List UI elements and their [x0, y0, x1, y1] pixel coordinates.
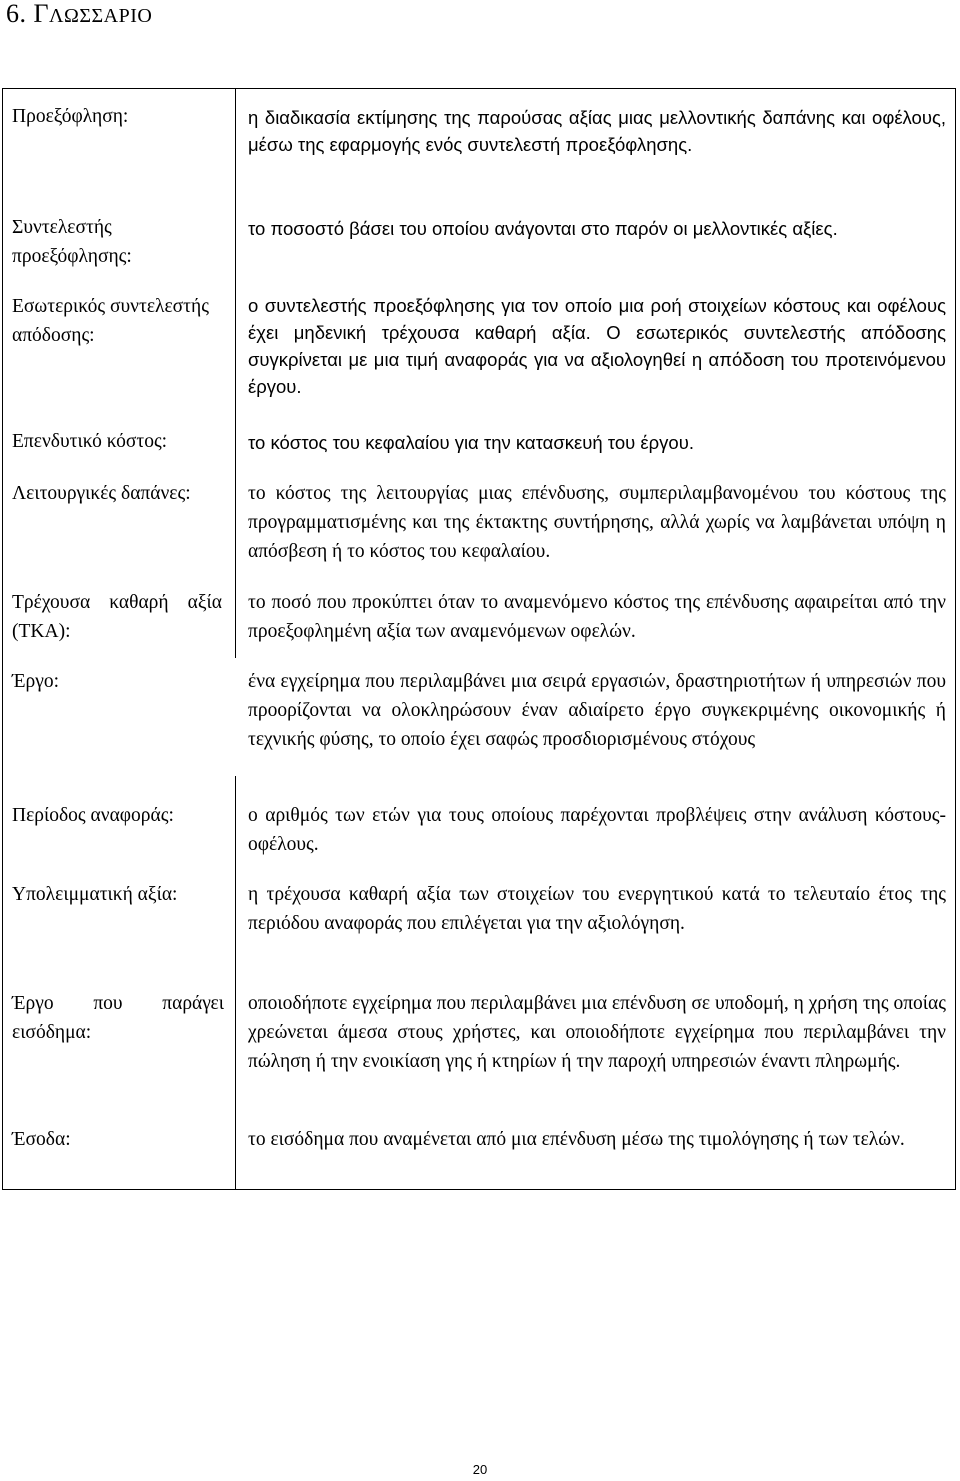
glossary-definition: η τρέχουσα καθαρή αξία των στοιχείων του ενεργητικού κατά το τελευταίο έτος της περιόδου αναφοράς που επιλέγεται για την αξιολόγηση.	[248, 884, 946, 934]
glossary-term: Επενδυτικό κόστος:	[12, 431, 168, 452]
glossary-definition: ο αριθμός των ετών για τους οποίους παρέχονται προβλέψεις στην ανάλυση κόστους-οφέλους.	[248, 805, 946, 855]
page-number: 20	[472, 1462, 488, 1477]
glossary-term: Έργο:	[12, 671, 60, 692]
glossary-term: Λειτουργικές δαπάνες:	[12, 483, 191, 504]
glossary-term: Εσωτερικός συντελεστής απόδοσης:	[12, 296, 209, 346]
glossary-definition: η διαδικασία εκτίμησης της παρούσας αξίας μιας μελλοντικής δαπάνης και οφέλους, μέσω της εφαρμογής ενός συντελεστή προεξόφλησης.	[248, 107, 946, 155]
section-title-initial: Γ	[33, 0, 50, 28]
glossary-term: Προεξόφληση:	[12, 106, 129, 127]
glossary-definition: το εισόδημα που αναμένεται από μια επένδυση μέσω της τιμολόγησης ή των τελών.	[248, 1129, 905, 1150]
glossary-definition: το ποσό που προκύπτει όταν το αναμενόμενο κόστος της επένδυσης αφαιρείται από την προεξοφλημένη αξία των αναμενόμενων οφελών.	[248, 592, 946, 642]
glossary-definition: το κόστος της λειτουργίας μιας επένδυσης, συμπεριλαμβανομένου του κόστους της προγραμματισμένης και της έκτακτης συντήρησης, αλλά χωρίς να λαμβάνεται υπόψη η απόσβεση ή το κόστος του κεφαλαίου.	[248, 483, 946, 562]
glossary-definition: ο συντελεστής προεξόφλησης για τον οποίο μια ροή στοιχείων κόστους και οφέλους έχει μηδενική τρέχουσα καθαρή αξία. Ο εσωτερικός συντελεστής απόδοσης συγκρίνεται με μια τιμή αναφοράς για να αξιολογηθεί η απόδοση του προτεινόμενου έργου.	[248, 295, 946, 397]
glossary-definition: το ποσοστό βάσει του οποίου ανάγονται στο παρόν οι μελλοντικές αξίες.	[248, 218, 838, 239]
column-divider-bottom	[235, 776, 236, 1190]
section-number: 6.	[6, 0, 27, 28]
glossary-term: Περίοδος αναφοράς:	[12, 805, 174, 826]
glossary-term: Τρέχουσα καθαρή αξία (ΤΚΑ):	[12, 592, 222, 642]
glossary-term: Συντελεστής προεξόφλησης:	[12, 217, 132, 267]
glossary-term: Υπολειμματική αξία:	[12, 884, 178, 905]
section-title-rest: ΛΩΣΣΑΡΙΟ	[49, 5, 153, 27]
glossary-term: Έργο που παράγει εισόδημα:	[12, 993, 224, 1043]
section-heading	[6, 0, 152, 30]
column-divider-top	[235, 88, 236, 658]
glossary-term: Έσοδα:	[12, 1129, 71, 1150]
glossary-definition: ένα εγχείρημα που περιλαμβάνει μια σειρά εργασιών, δραστηριοτήτων ή υπηρεσιών που προορίζονται να ολοκληρώσουν έναν αδιαίρετο έργο συγκεκριμένης οικονομικής ή τεχνικής φύσης, το οποίο έχει σαφώς προσδιορισμένους στόχους	[248, 671, 946, 750]
glossary-definition: οποιοδήποτε εγχείρημα που περιλαμβάνει μια επένδυση σε υποδομή, η χρήση της οποίας χρεώνεται άμεσα στους χρήστες, και οποιοδήποτε εγχείρημα που περιλαμβάνει την πώληση ή την ενοικίαση γης ή κτηρίων ή την παροχή υπηρεσιών έναντι πληρωμής.	[248, 993, 946, 1072]
glossary-definition: το κόστος του κεφαλαίου για την κατασκευή του έργου.	[248, 432, 694, 453]
